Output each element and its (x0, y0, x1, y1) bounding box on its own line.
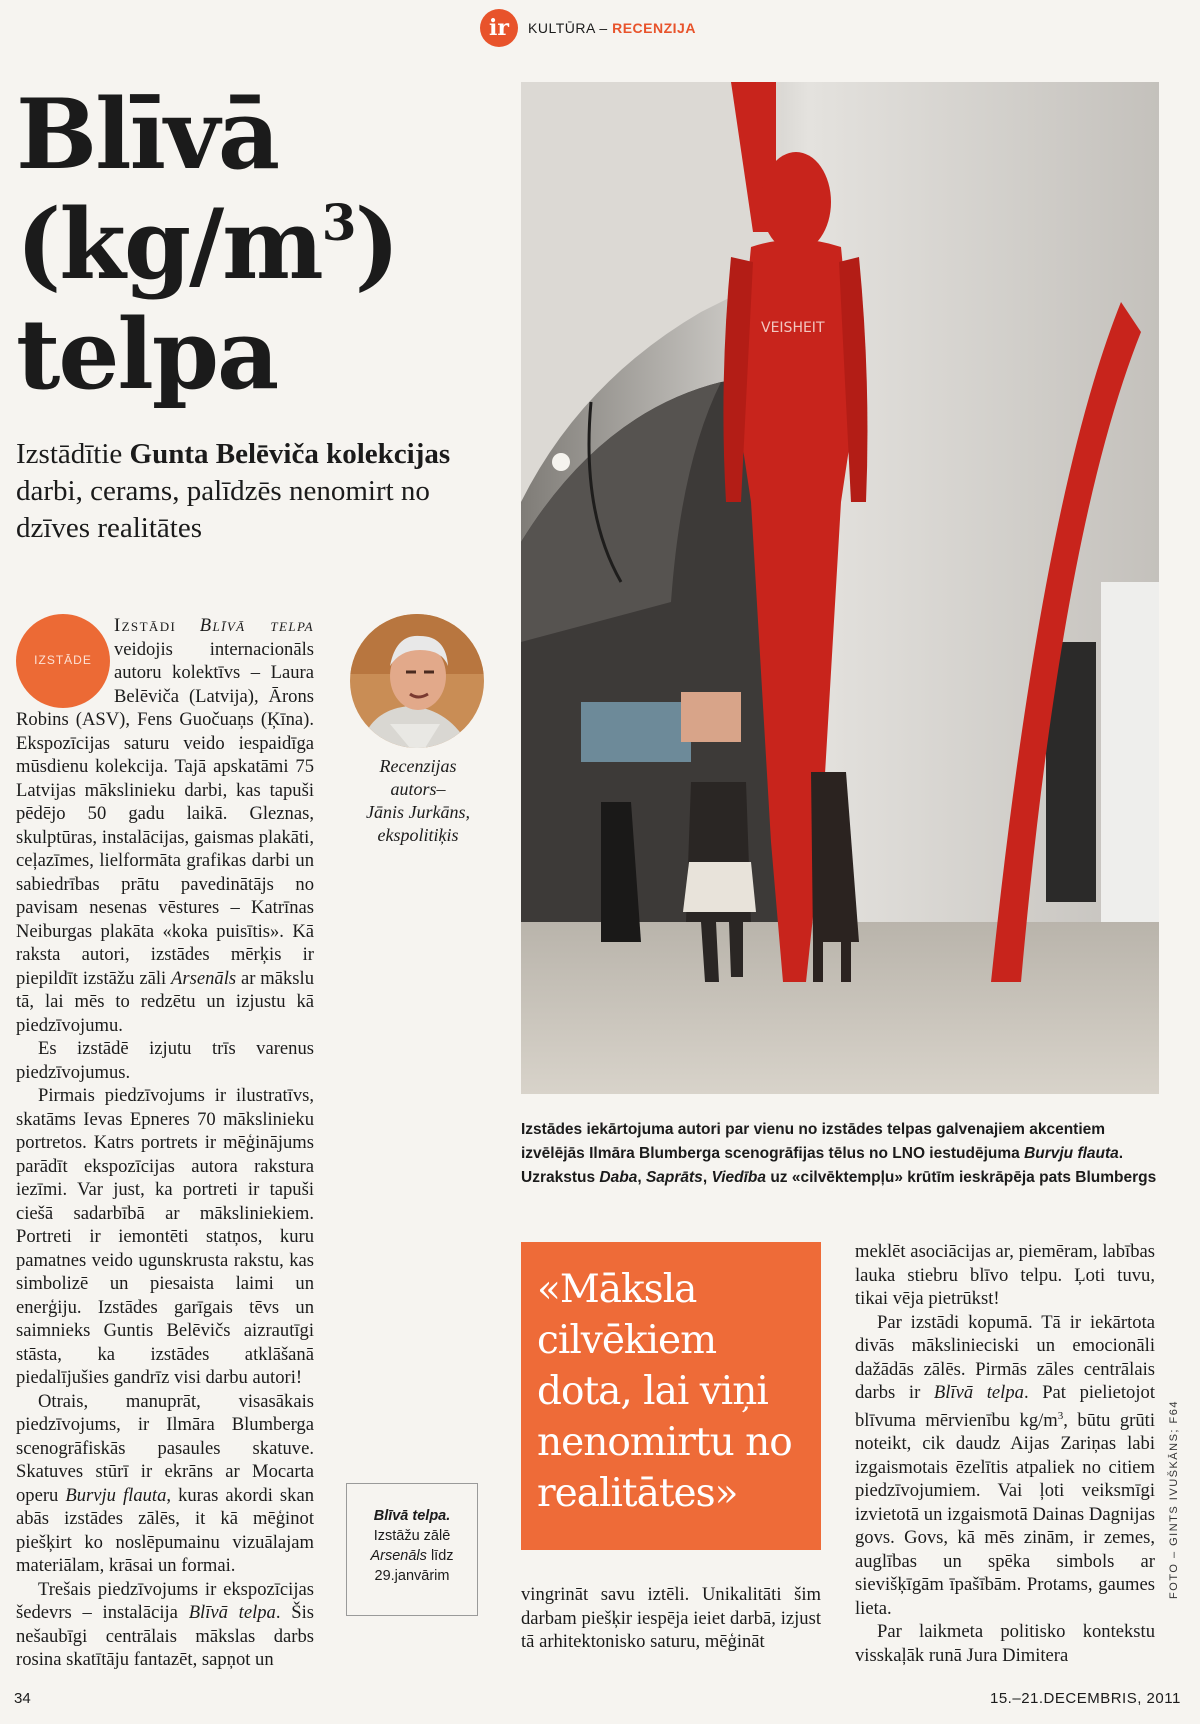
body-column-left (16, 614, 314, 1672)
info-venue: Arsenāls (370, 1548, 427, 1564)
lead-word: Izstādi (114, 615, 177, 636)
deck-bold: Gunta Belēviča kolekcijas (129, 438, 451, 470)
ir-logo: ir (480, 9, 518, 47)
r2-text-2: . Pat pielietojot blīvuma mērvienību kg/m (855, 1382, 1155, 1431)
author-photo (350, 614, 484, 748)
p4-end: , kuras akordi skan abās izstādes zālēs, it kā mēģinot piešķirt ko noslēpumainu vizuālajam materiālam, krāsai un formai. (16, 1484, 314, 1576)
article-deck (16, 436, 486, 547)
subsection-name: RECENZIJA (612, 20, 696, 36)
headline-paren: ) (354, 188, 398, 301)
exhibition-info-box (346, 1483, 478, 1616)
body-paragraph: Pirmais piedzīvojums ir ilustratīvs, skatāms Ievas Epneres 70 mākslinieku portretos. Katrs portrets ir mēģinājums parādīt ekspozīcijas autora rakstura iezīmi. Var just, ka portreti ir tapuši ciešā sadarbībā ar māksliniekiem. Portreti ir iemontēti statņos, kuru pamatnes veido ugunskrusta rakstu, kas simbolizē un piesaista laimi un enerģiju. Izstādes garīgais tēvs un saimnieks Guntis Belēvičs aizrautīgi stāsta, ka izstādes atklāšanā piedalījušies gandrīz visi darbu autori! (16, 1085, 314, 1388)
body-paragraph: meklēt asociācijas ar, piemēram, labības lauka stiebru blīvo telpu. Ļoti tuvu, tikai vēja pietrūkst! (855, 1241, 1155, 1309)
section-header (480, 8, 696, 48)
body-paragraph: Par laikmeta politisko kontekstu visskaļāk runā Jura Dimitera (855, 1621, 1155, 1666)
section-name: KULTŪRA – (528, 20, 608, 36)
p4-text: Otrais, manuprāt, visasākais piedzīvojums, ir Ilmāra Blumberga scenogrāfiskās pasaules skatuve. Skatuves stūrī ir ekrāns ar Mocarta operu (16, 1390, 314, 1506)
p5-end: . Šis nešaubīgi centrālais mākslas darbs rosina skatītāju fantazēt, sapņot un (16, 1602, 314, 1670)
deck-pre: Izstādītie (16, 438, 123, 470)
p1-text: veidojis internacionāls autoru kolektīvs – Laura Belēviča (Latvija), Ārons Robins (ASV), Fens Guočuaņs (Ķīna). Ekspozīcijas saturu veido iespaidīga mūsdienu kolekcija. Tajā apskatāmi 75 Latvijas mākslinieku darbi, kas tapuši pēdējo 50 gadu laikā. Gleznas, skulptūras, instalācijas, gaismas plakāti, ceļazīmes, lielformāta grafikas darbi un sabiedrības prātu pavedinātājs no pavisam nesenas vēstures – Katrīnas Neiburgas plakāta «koka puisītis». Kā raksta autori, izstādes mērķis ir piepildīt izstāžu zāli (16, 638, 314, 989)
izstade-badge: IZSTĀDE (16, 614, 110, 708)
body-paragraph: Es izstādē izjutu trīs varenus piedzīvojumus. (16, 1038, 314, 1083)
section-label (528, 20, 696, 36)
issue-date: 15.–21.DECEMBRIS, 2011 (990, 1690, 1181, 1707)
headline-superscript: 3 (321, 193, 355, 252)
photo-credit: FOTO – GINTS IVUŠKĀNS; F64 (1168, 1400, 1180, 1599)
headline-line-2 (16, 190, 496, 300)
p5-work: Blīvā telpa (188, 1602, 276, 1623)
pull-quote: «Māksla cilvēkiem dota, lai viņi nenomirtu no realitātes» (521, 1242, 821, 1550)
caption-opera: Burvju flauta (1024, 1145, 1119, 1162)
p4-opera: Burvju flauta (65, 1484, 167, 1506)
caption-text-3: uz «cilvēktempļu» krūtīm ieskrāpēja pats Blumbergs (770, 1169, 1157, 1186)
r2-work: Blīvā telpa (933, 1382, 1024, 1403)
info-venue-line: Izstāžu zālē (373, 1528, 451, 1544)
body-paragraph: vingrināt savu iztēli. Unikalitāti šim darbam piešķir iespēja ieiet darbā, izjust tā arhitektonisko saturu, mēģināt (521, 1584, 821, 1652)
caption-word-daba: Daba (599, 1169, 638, 1186)
caption-comma: , (702, 1169, 708, 1186)
deck-post: darbi, cerams, palīdzēs nenomirt no dzīves realitātes (16, 475, 430, 544)
author-caption (340, 755, 496, 847)
lead-title: Blīvā telpa (199, 615, 314, 636)
body-paragraph (855, 1311, 1155, 1621)
caption-text-2: . Uzrakstus (521, 1145, 1124, 1186)
caption-word-viediba: Viedība (711, 1169, 766, 1186)
body-paragraph (16, 1390, 314, 1578)
r2-text-3: , būtu grūti noteikt, cik daudz Aijas Zariņas labi izgaismotais ēzelītis atpaliek no citiem piedzīvojumiem. Vai ļoti veiksmīgi izvietotā un izgaismotā Dainas Dagnijas govs. Govs, kā mēs zinām, ir zemes, auglības un spēka simbols ar sievišķīgām īpašībām. Protams, gaumes lieta. (855, 1409, 1156, 1619)
author-caption-line: Recenzijas (379, 756, 457, 776)
headline-unit: (kg/m (16, 188, 322, 301)
info-until: līdz (430, 1548, 454, 1564)
caption-text: Izstādes iekārtojuma autori par vienu no izstādes telpas galvenajiem akcentiem izvēlējās Ilmāra Blumberga scenogrāfijas tēlus no LNO iestudējuma (521, 1121, 1106, 1162)
author-caption-line: autors– (390, 779, 446, 799)
author-role: ekspolitiķis (377, 825, 459, 845)
r2-text: Par izstādi kopumā. Tā ir iekārtota divās mākslinieciski un emocionāli dažādās zālēs. Pirmās zāles centrālais darbs ir (855, 1311, 1155, 1403)
headline-line-3: telpa (16, 298, 278, 411)
body-column-middle (521, 1583, 821, 1654)
exhibition-photo (521, 82, 1159, 1094)
caption-word-saprats: Saprāts (645, 1169, 703, 1186)
page-number: 34 (14, 1690, 31, 1707)
caption-comma: , (637, 1169, 642, 1186)
headline-line-1: Blīvā (16, 78, 279, 191)
svg-text:VEISHEIT: VEISHEIT (761, 320, 825, 336)
r2-superscript: 3 (1057, 1409, 1064, 1422)
info-title: Blīvā telpa. (373, 1508, 451, 1524)
photo-caption (521, 1118, 1161, 1190)
body-paragraph (16, 1578, 314, 1672)
p1-venue: Arsenāls (171, 967, 237, 989)
article-headline (16, 80, 496, 410)
p1-end: ar mākslu tā, lai mēs to redzētu un izjustu kā piedzīvojumu. (16, 967, 315, 1036)
p5-text: Trešais piedzīvojums ir ekspozīcijas šedevrs – instalācija (16, 1578, 314, 1623)
info-date: 29.janvārim (374, 1568, 450, 1584)
author-name: Jānis Jurkāns, (366, 802, 470, 822)
body-column-right (855, 1240, 1155, 1667)
